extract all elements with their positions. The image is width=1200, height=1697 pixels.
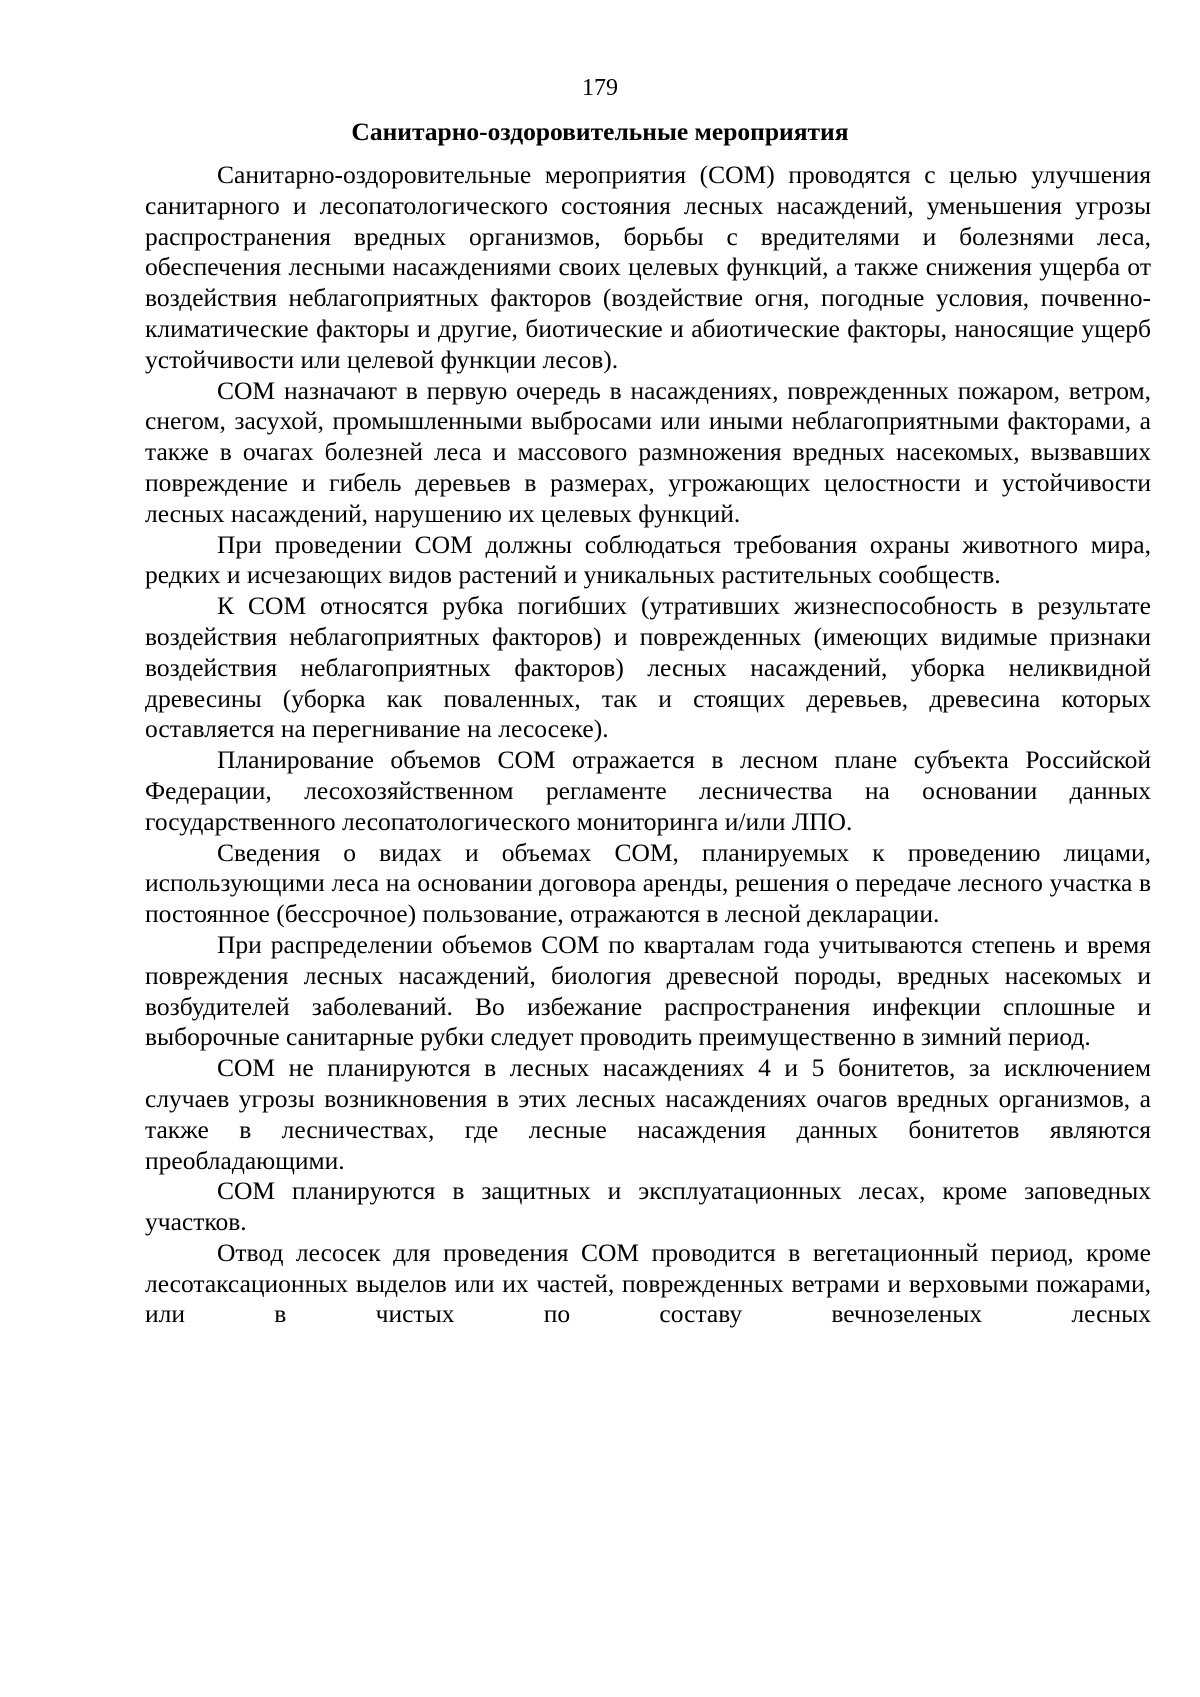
paragraph: СОМ планируются в защитных и эксплуатационных лесах, кроме заповедных участков.: [145, 1176, 1151, 1237]
body-text: [145, 160, 1151, 1330]
paragraph: К СОМ относятся рубка погибших (утративших жизнеспособность в результате воздействия неблагоприятных факторов) и поврежденных (имеющих видимые признаки воздействия неблагоприятных факторов) лесных насаждений, уборка неликвидной древесины (уборка как поваленных, так и стоящих деревьев, древесина которых оставляется на перегнивание на лесосеке).: [145, 591, 1151, 744]
section-title: Санитарно-оздоровительные мероприятия: [351, 117, 849, 146]
paragraph: При распределении объемов СОМ по кварталам года учитываются степень и время повреждения лесных насаждений, биология древесной породы, вредных насекомых и возбудителей заболеваний. Во избежание распространения инфекции сплошные и выборочные санитарные рубки следует проводить преимущественно в зимний период.: [145, 929, 1151, 1052]
paragraph: Сведения о видах и объемах СОМ, планируемых к проведению лицами, использующими леса на основании договора аренды, решения о передаче лесного участка в постоянное (бессрочное) пользование, отражаются в лесной декларации.: [145, 837, 1151, 929]
page-number: 179: [582, 75, 618, 101]
paragraph: Отвод лесосек для проведения СОМ проводится в вегетационный период, кроме лесотаксационных выделов или их частей, поврежденных ветрами и верховыми пожарами, или в чистых по составу вечнозеленых лесных: [145, 1237, 1151, 1329]
paragraph: СОМ не планируются в лесных насаждениях 4 и 5 бонитетов, за исключением случаев угрозы возникновения в этих лесных насаждениях очагов вредных организмов, а также в лесничествах, где лесные насаждения данных бонитетов являются преобладающими.: [145, 1053, 1151, 1175]
paragraph: Санитарно-оздоровительные мероприятия (СОМ) проводятся с целью улучшения санитарного и лесопатологического состояния лесных насаждений, уменьшения угрозы распространения вредных организмов, борьбы с вредителями и болезнями леса, обеспечения лесными насаждениями своих целевых функций, а также снижения ущерба от воздействия неблагоприятных факторов (воздействие огня, погодные условия, почвенно-климатические факторы и другие, биотические и абиотические факторы, наносящие ущерб устойчивости или целевой функции лесов).: [145, 160, 1151, 374]
paragraph: Планирование объемов СОМ отражается в лесном плане субъекта Российской Федерации, лесохозяйственном регламенте лесничества на основании данных государственного лесопатологического мониторинга и/или ЛПО.: [145, 745, 1151, 836]
paragraph: При проведении СОМ должны соблюдаться требования охраны животного мира, редких и исчезающих видов растений и уникальных растительных сообществ.: [145, 529, 1151, 590]
paragraph: СОМ назначают в первую очередь в насаждениях, поврежденных пожаром, ветром, снегом, засухой, промышленными выбросами или иными неблагоприятными факторами, а также в очагах болезней леса и массового размножения вредных насекомых, вызвавших повреждение и гибель деревьев в размерах, угрожающих целостности и устойчивости лесных насаждений, нарушению их целевых функций.: [145, 375, 1151, 528]
